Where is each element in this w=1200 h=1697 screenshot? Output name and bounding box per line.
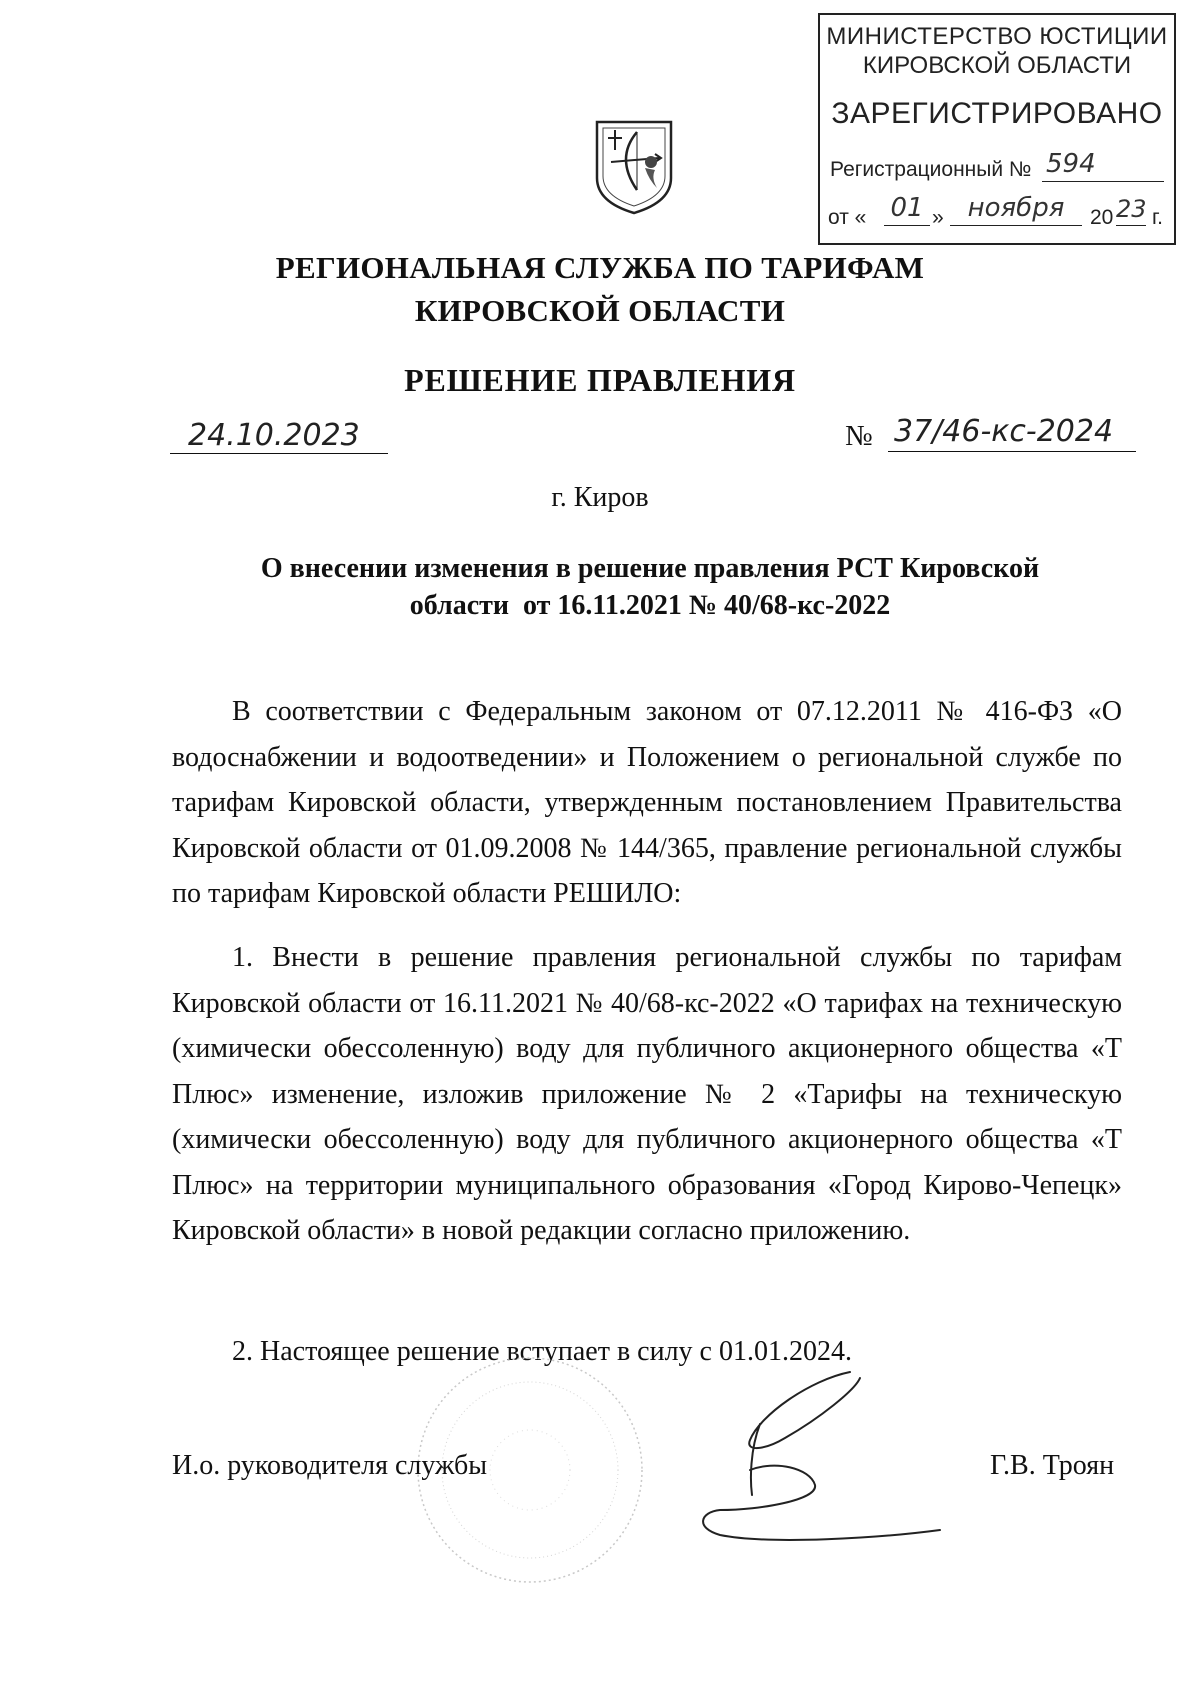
subject-line1: О внесении изменения в решение правления РСТ Кировской bbox=[260, 553, 1040, 584]
stamp-date-day: 01 bbox=[884, 193, 930, 226]
stamp-registered-line: ЗАРЕГИСТРИРОВАНО bbox=[831, 97, 1163, 130]
kirov-coat-of-arms-icon bbox=[593, 118, 675, 216]
organization-name-line2: КИРОВСКОЙ ОБЛАСТИ bbox=[414, 293, 786, 328]
stamp-reg-number: 594 bbox=[1042, 149, 1164, 182]
document-title: РЕШЕНИЕ ПРАВЛЕНИЯ bbox=[404, 362, 796, 398]
body-paragraph-2: 1. Внести в решение правления региональной службы по тарифам Кировской области от 16.11.2021 № 40/68-кс-2022 «О тарифах на техническую (химически обессоленную) воду для публичного акционерного общества «Т Плюс» изменение, изложив приложение № 2 «Тарифы на техническую (химически обессоленную) воду для публичного акционерного общества «Т Плюс» на территории муниципального образования «Город Кирово-Чепецк» Кировской области» в новой редакции согласно приложению. bbox=[172, 942, 1122, 1246]
subject-line2: области от 16.11.2021 № 40/68-кс-2022 bbox=[409, 590, 891, 621]
stamp-year-suffix: 23 bbox=[1116, 195, 1146, 226]
city: г. Киров bbox=[551, 482, 649, 513]
stamp-year-prefix: 20 bbox=[1090, 206, 1114, 229]
stamp-date-prefix: от « bbox=[828, 206, 867, 229]
stamp-region-line: КИРОВСКОЙ ОБЛАСТИ bbox=[862, 52, 1132, 79]
organization-name-line1: РЕГИОНАЛЬНАЯ СЛУЖБА ПО ТАРИФАМ bbox=[275, 250, 925, 285]
stamp-date-mid: » bbox=[932, 206, 944, 229]
stamp-ministry-line: МИНИСТЕРСТВО ЮСТИЦИИ bbox=[826, 23, 1168, 50]
signer-position: И.о. руководителя службы bbox=[172, 1450, 488, 1481]
stamp-date-month: ноября bbox=[950, 193, 1082, 226]
registration-stamp bbox=[818, 13, 1176, 245]
signer-name: Г.В. Троян bbox=[990, 1450, 1115, 1481]
body-paragraph-3: 2. Настоящее решение вступает в силу с 01.01.2024. bbox=[232, 1336, 852, 1367]
handwritten-signature-icon bbox=[690, 1360, 950, 1560]
decision-date: 24.10.2023 bbox=[170, 418, 388, 454]
decision-number: 37/46-кс-2024 bbox=[888, 414, 1136, 452]
decision-subject bbox=[170, 550, 1130, 624]
body-paragraph-1: В соответствии с Федеральным законом от 07.12.2011 № 416-ФЗ «О водоснабжении и водоотведении» и Положением о региональной службе по тарифам Кировской области, утвержденным постановлением Правительства Кировской области от 01.09.2008 № 144/365, правление региональной службы по тарифам Кировской области РЕШИЛО: bbox=[172, 696, 1122, 909]
stamp-year-end: г. bbox=[1152, 206, 1163, 229]
decision-number-label: № bbox=[845, 420, 873, 452]
stamp-reg-label: Регистрационный № bbox=[830, 158, 1032, 181]
